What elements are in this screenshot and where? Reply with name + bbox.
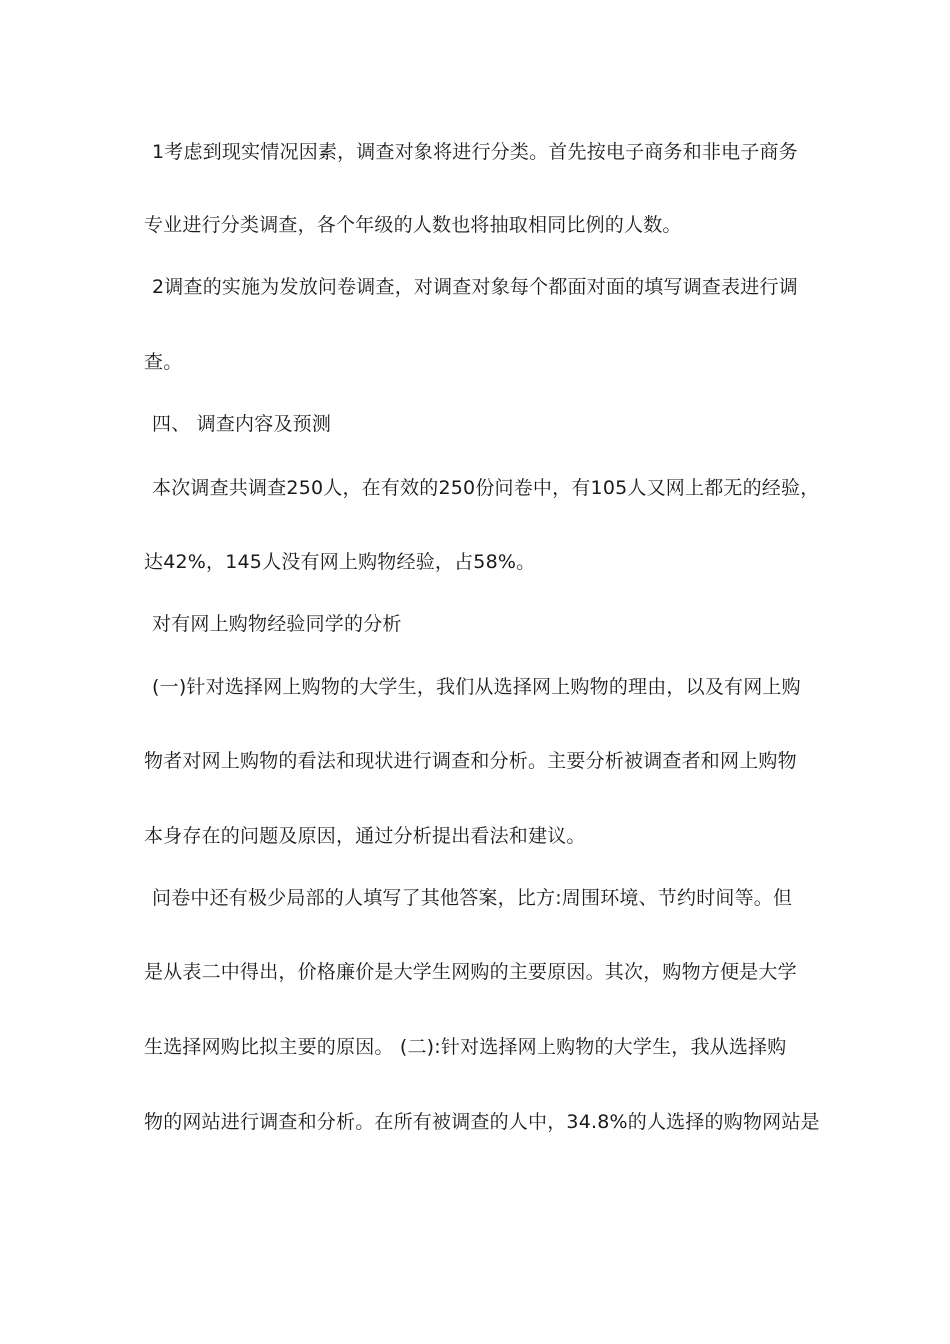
paragraph-line-7: 达42%，145人没有网上购物经验，占58%。 — [144, 551, 536, 573]
paragraph-line-12: 问卷中还有极少局部的人填写了其他答案，比方:周围环境、节约时间等。但 — [152, 887, 793, 909]
paragraph-line-10: 物者对网上购物的看法和现状进行调查和分析。主要分析被调查者和网上购物 — [144, 750, 797, 772]
paragraph-line-4: 查。 — [144, 351, 183, 373]
paragraph-line-1: 1考虑到现实情况因素，调查对象将进行分类。首先按电子商务和非电子商务 — [152, 141, 798, 163]
paragraph-line-6: 本次调查共调查250人，在有效的250份问卷中，有105人又网上都无的经验， — [152, 477, 820, 499]
paragraph-line-13: 是从表二中得出，价格廉价是大学生网购的主要原因。其次，购物方便是大学 — [144, 961, 797, 983]
paragraph-line-11: 本身存在的问题及原因，通过分析提出看法和建议。 — [144, 825, 586, 847]
paragraph-line-15: 物的网站进行调查和分析。在所有被调查的人中，34.8%的人选择的购物网站是 — [144, 1111, 820, 1133]
paragraph-line-3: 2调查的实施为发放问卷调查，对调查对象每个都面对面的填写调查表进行调 — [152, 276, 798, 298]
paragraph-line-14: 生选择网购比拟主要的原因。 (二):针对选择网上购物的大学生，我从选择购 — [144, 1036, 787, 1058]
paragraph-line-9: (一)针对选择网上购物的大学生，我们从选择网上购物的理由，以及有网上购 — [152, 676, 801, 698]
paragraph-line-2: 专业进行分类调查，各个年级的人数也将抽取相同比例的人数。 — [144, 214, 682, 236]
section-heading: 四、 调查内容及预测 — [152, 413, 332, 435]
subheading: 对有网上购物经验同学的分析 — [152, 613, 402, 635]
